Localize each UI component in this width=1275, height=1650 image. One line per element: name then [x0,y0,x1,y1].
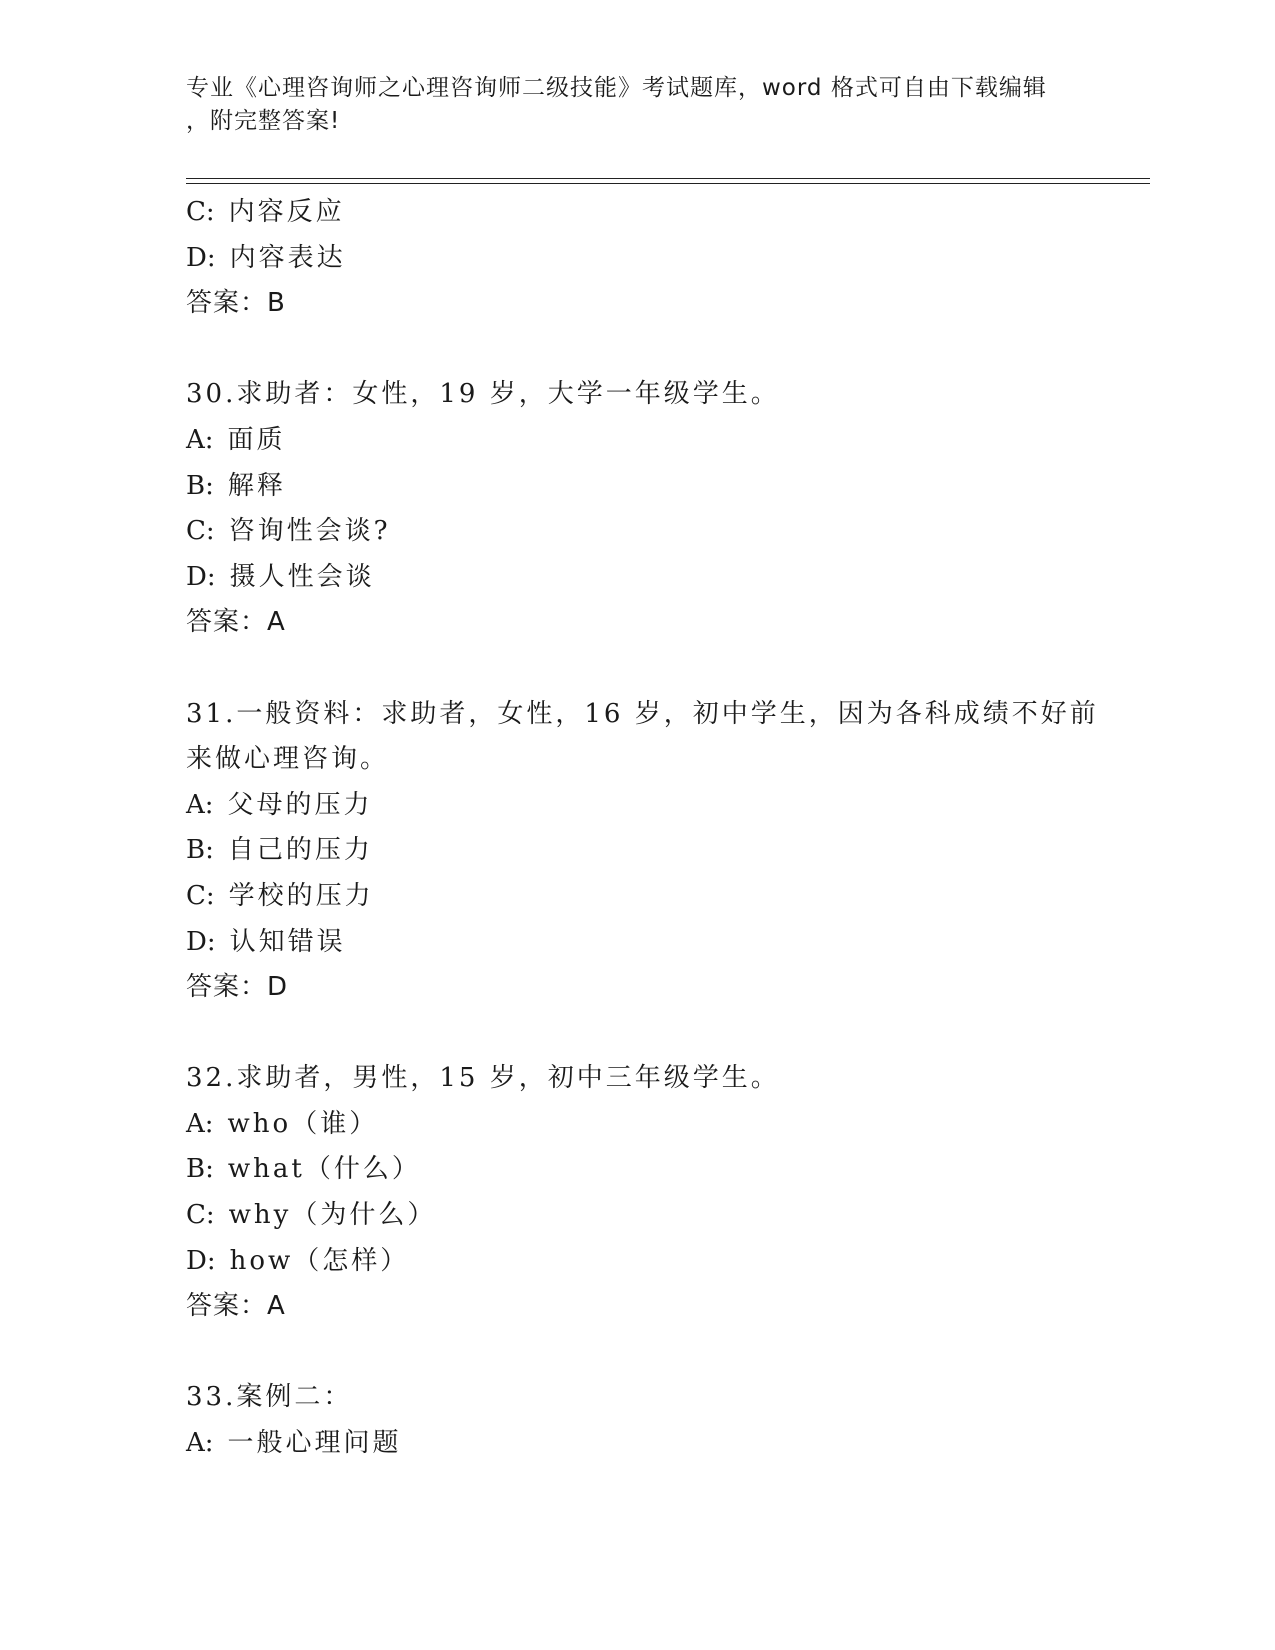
option-letter: A: [186,424,214,455]
option-letter: C: [186,880,215,911]
document-header [186,72,1086,138]
option-text: what（什么） [227,1154,421,1185]
option-row [186,464,1086,510]
option-letter: A: [186,1108,214,1139]
spacer [186,1330,1086,1376]
question-stem: 30.求助者：女性，19 岁，大学一年级学生。 [186,379,780,410]
question-list [186,190,1099,1467]
option-row [186,236,1086,282]
option-text: 内容表达 [229,242,346,273]
header-line-1: 专业《心理咨询师之心理咨询师二级技能》考试题库，word 格式可自由下载编辑 [186,75,1047,101]
answer-line: 答案：A [186,1291,286,1322]
option-letter: D: [186,561,216,592]
option-row [186,874,1086,920]
option-text: 学校的压力 [228,880,374,911]
option-row [186,783,1086,829]
option-row [186,190,1086,236]
spacer [186,646,1086,692]
spacer [186,327,1086,373]
option-letter: D: [186,926,216,957]
option-row [186,920,1086,966]
question-stem: 33.案例二： [186,1382,353,1413]
answer-line: 答案：B [186,288,286,319]
option-text: 咨询性会谈? [228,516,391,547]
question-stem: 32.求助者，男性，15 岁，初中三年级学生。 [186,1063,780,1094]
option-text: 面质 [227,424,286,455]
option-letter: B: [186,835,214,866]
answer-line: 答案：D [186,972,289,1003]
option-text: 摄人性会谈 [229,561,375,592]
option-text: 一般心理问题 [227,1428,402,1459]
option-letter: C: [186,197,215,227]
option-row [186,828,1086,874]
option-row [186,1239,1086,1285]
option-row [186,1102,1086,1148]
question-stem-continued: 来做心理咨询。 [186,744,390,775]
option-row [186,1193,1086,1239]
option-letter: A: [186,1428,214,1459]
header-divider-top [186,178,1150,179]
option-letter: D: [186,1245,216,1276]
option-row [186,555,1086,601]
option-letter: C: [186,1200,215,1231]
option-text: 自己的压力 [227,835,373,866]
option-text: why（为什么） [228,1200,437,1231]
option-letter: B: [186,470,214,501]
option-letter: A: [186,789,214,820]
answer-line: 答案：A [186,607,286,638]
option-row [186,418,1086,464]
option-text: 内容反应 [228,197,345,227]
option-text: 父母的压力 [227,789,373,820]
spacer [186,1011,1086,1057]
option-row [186,509,1086,555]
option-row [186,1147,1086,1193]
option-text: 认知错误 [229,926,346,957]
option-letter: B: [186,1154,214,1185]
question-stem: 31.一般资料：求助者，女性，16 岁，初中学生，因为各科成绩不好前 [186,698,1099,729]
option-text: who（谁） [227,1108,379,1139]
header-divider-bottom [186,183,1150,184]
option-text: 解释 [227,470,286,501]
header-line-2: ，附完整答案! [186,108,341,134]
option-letter: C: [186,516,215,547]
option-row [186,1421,1086,1467]
option-letter: D: [186,242,216,273]
option-text: how（怎样） [229,1245,410,1276]
